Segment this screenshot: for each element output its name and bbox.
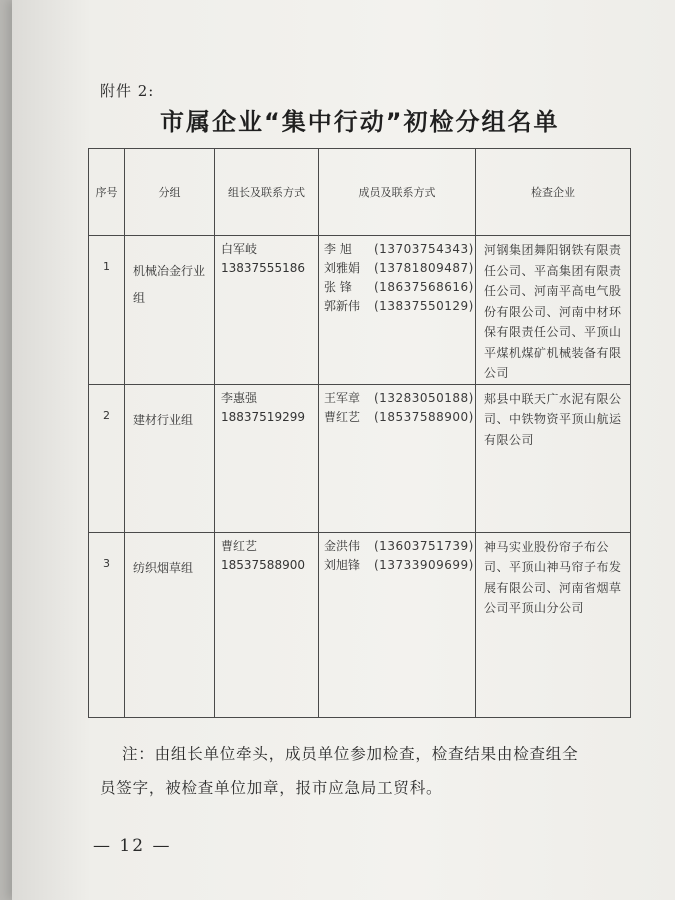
header-members: 成员及联系方式	[319, 149, 476, 236]
attachment-label: 附件 2:	[100, 82, 155, 100]
group-name: 纺织烟草组	[133, 560, 194, 575]
table-row	[89, 532, 631, 717]
row-index: 3	[103, 556, 110, 570]
header-leader: 组长及联系方式	[215, 149, 319, 236]
row-index-cell	[89, 384, 125, 532]
row-index-cell	[89, 236, 125, 385]
enterprises-cell	[476, 532, 631, 717]
member-phone: (13703754343)	[374, 242, 474, 256]
member-name: 郭新伟	[324, 299, 361, 313]
table-row	[89, 384, 631, 532]
member-name: 王军章	[324, 390, 361, 405]
footnote-line-2: 员签字，被检查单位加章，报市应急局工贸科。	[100, 779, 443, 797]
member-phone: (13283050188)	[374, 390, 474, 405]
document-title: 市属企业“集中行动”初检分组名单	[160, 108, 560, 136]
member-name: 金洪伟	[324, 538, 361, 553]
group-cell	[125, 384, 215, 532]
enterprises-cell	[476, 384, 631, 532]
member-name: 曹红艺	[324, 409, 361, 424]
enterprises-text: 河钢集团舞阳钢铁有限责任公司、平高集团有限责任公司、河南平高电气股份有限公司、河南中材环保有限责任公司、平顶山平煤机煤矿机械装备有限公司	[484, 243, 622, 380]
member-phone: (13837550129)	[374, 299, 474, 313]
member-entry	[324, 408, 475, 427]
member-entry	[324, 297, 475, 316]
row-index: 1	[103, 260, 110, 273]
footnote	[100, 737, 640, 805]
footnote-line-1: 注：由组长单位牵头，成员单位参加检查，检查结果由检查组全	[122, 745, 579, 763]
member-name: 刘雅娟	[324, 261, 361, 275]
leader-name: 白军岐	[221, 242, 258, 256]
member-entry	[324, 259, 475, 278]
member-entry	[324, 537, 475, 556]
member-entry	[324, 389, 475, 408]
page-number: — 12 —	[93, 836, 172, 856]
member-phone: (18637568616)	[374, 280, 474, 294]
header-index: 序号	[89, 149, 125, 236]
row-index-cell	[89, 532, 125, 717]
member-phone: (18537588900)	[374, 409, 474, 424]
header-group: 分组	[125, 149, 215, 236]
leader-cell	[215, 236, 319, 385]
member-entry	[324, 240, 475, 259]
leader-cell	[215, 532, 319, 717]
member-phone: (13733909699)	[374, 557, 474, 572]
group-table	[88, 148, 631, 718]
leader-phone: 13837555186	[221, 261, 305, 275]
members-cell	[319, 236, 476, 385]
leader-cell	[215, 384, 319, 532]
group-name: 机械冶金行业组	[133, 264, 206, 305]
group-cell	[125, 236, 215, 385]
member-phone: (13603751739)	[374, 538, 474, 553]
member-entry	[324, 556, 475, 575]
header-enterprises: 检查企业	[476, 149, 631, 236]
member-name: 张 锋	[324, 280, 352, 294]
group-cell	[125, 532, 215, 717]
leader-phone: 18837519299	[221, 409, 305, 424]
leader-name: 李惠强	[221, 390, 258, 405]
member-entry	[324, 278, 475, 297]
group-name: 建材行业组	[133, 412, 194, 427]
enterprises-text: 郏县中联天广水泥有限公司、中铁物资平顶山航运有限公司	[484, 391, 622, 447]
leader-phone: 18537588900	[221, 557, 305, 572]
members-cell	[319, 532, 476, 717]
leader-name: 曹红艺	[221, 538, 258, 553]
member-name: 李 旭	[324, 242, 352, 256]
table-header-row	[89, 149, 631, 236]
enterprises-cell	[476, 236, 631, 385]
members-cell	[319, 384, 476, 532]
member-name: 刘旭锋	[324, 557, 361, 572]
row-index: 2	[103, 408, 110, 422]
enterprises-text: 神马实业股份帘子布公司、平顶山神马帘子布发展有限公司、河南省烟草公司平顶山分公司	[484, 539, 622, 615]
table-row	[89, 236, 631, 385]
member-phone: (13781809487)	[374, 261, 474, 275]
